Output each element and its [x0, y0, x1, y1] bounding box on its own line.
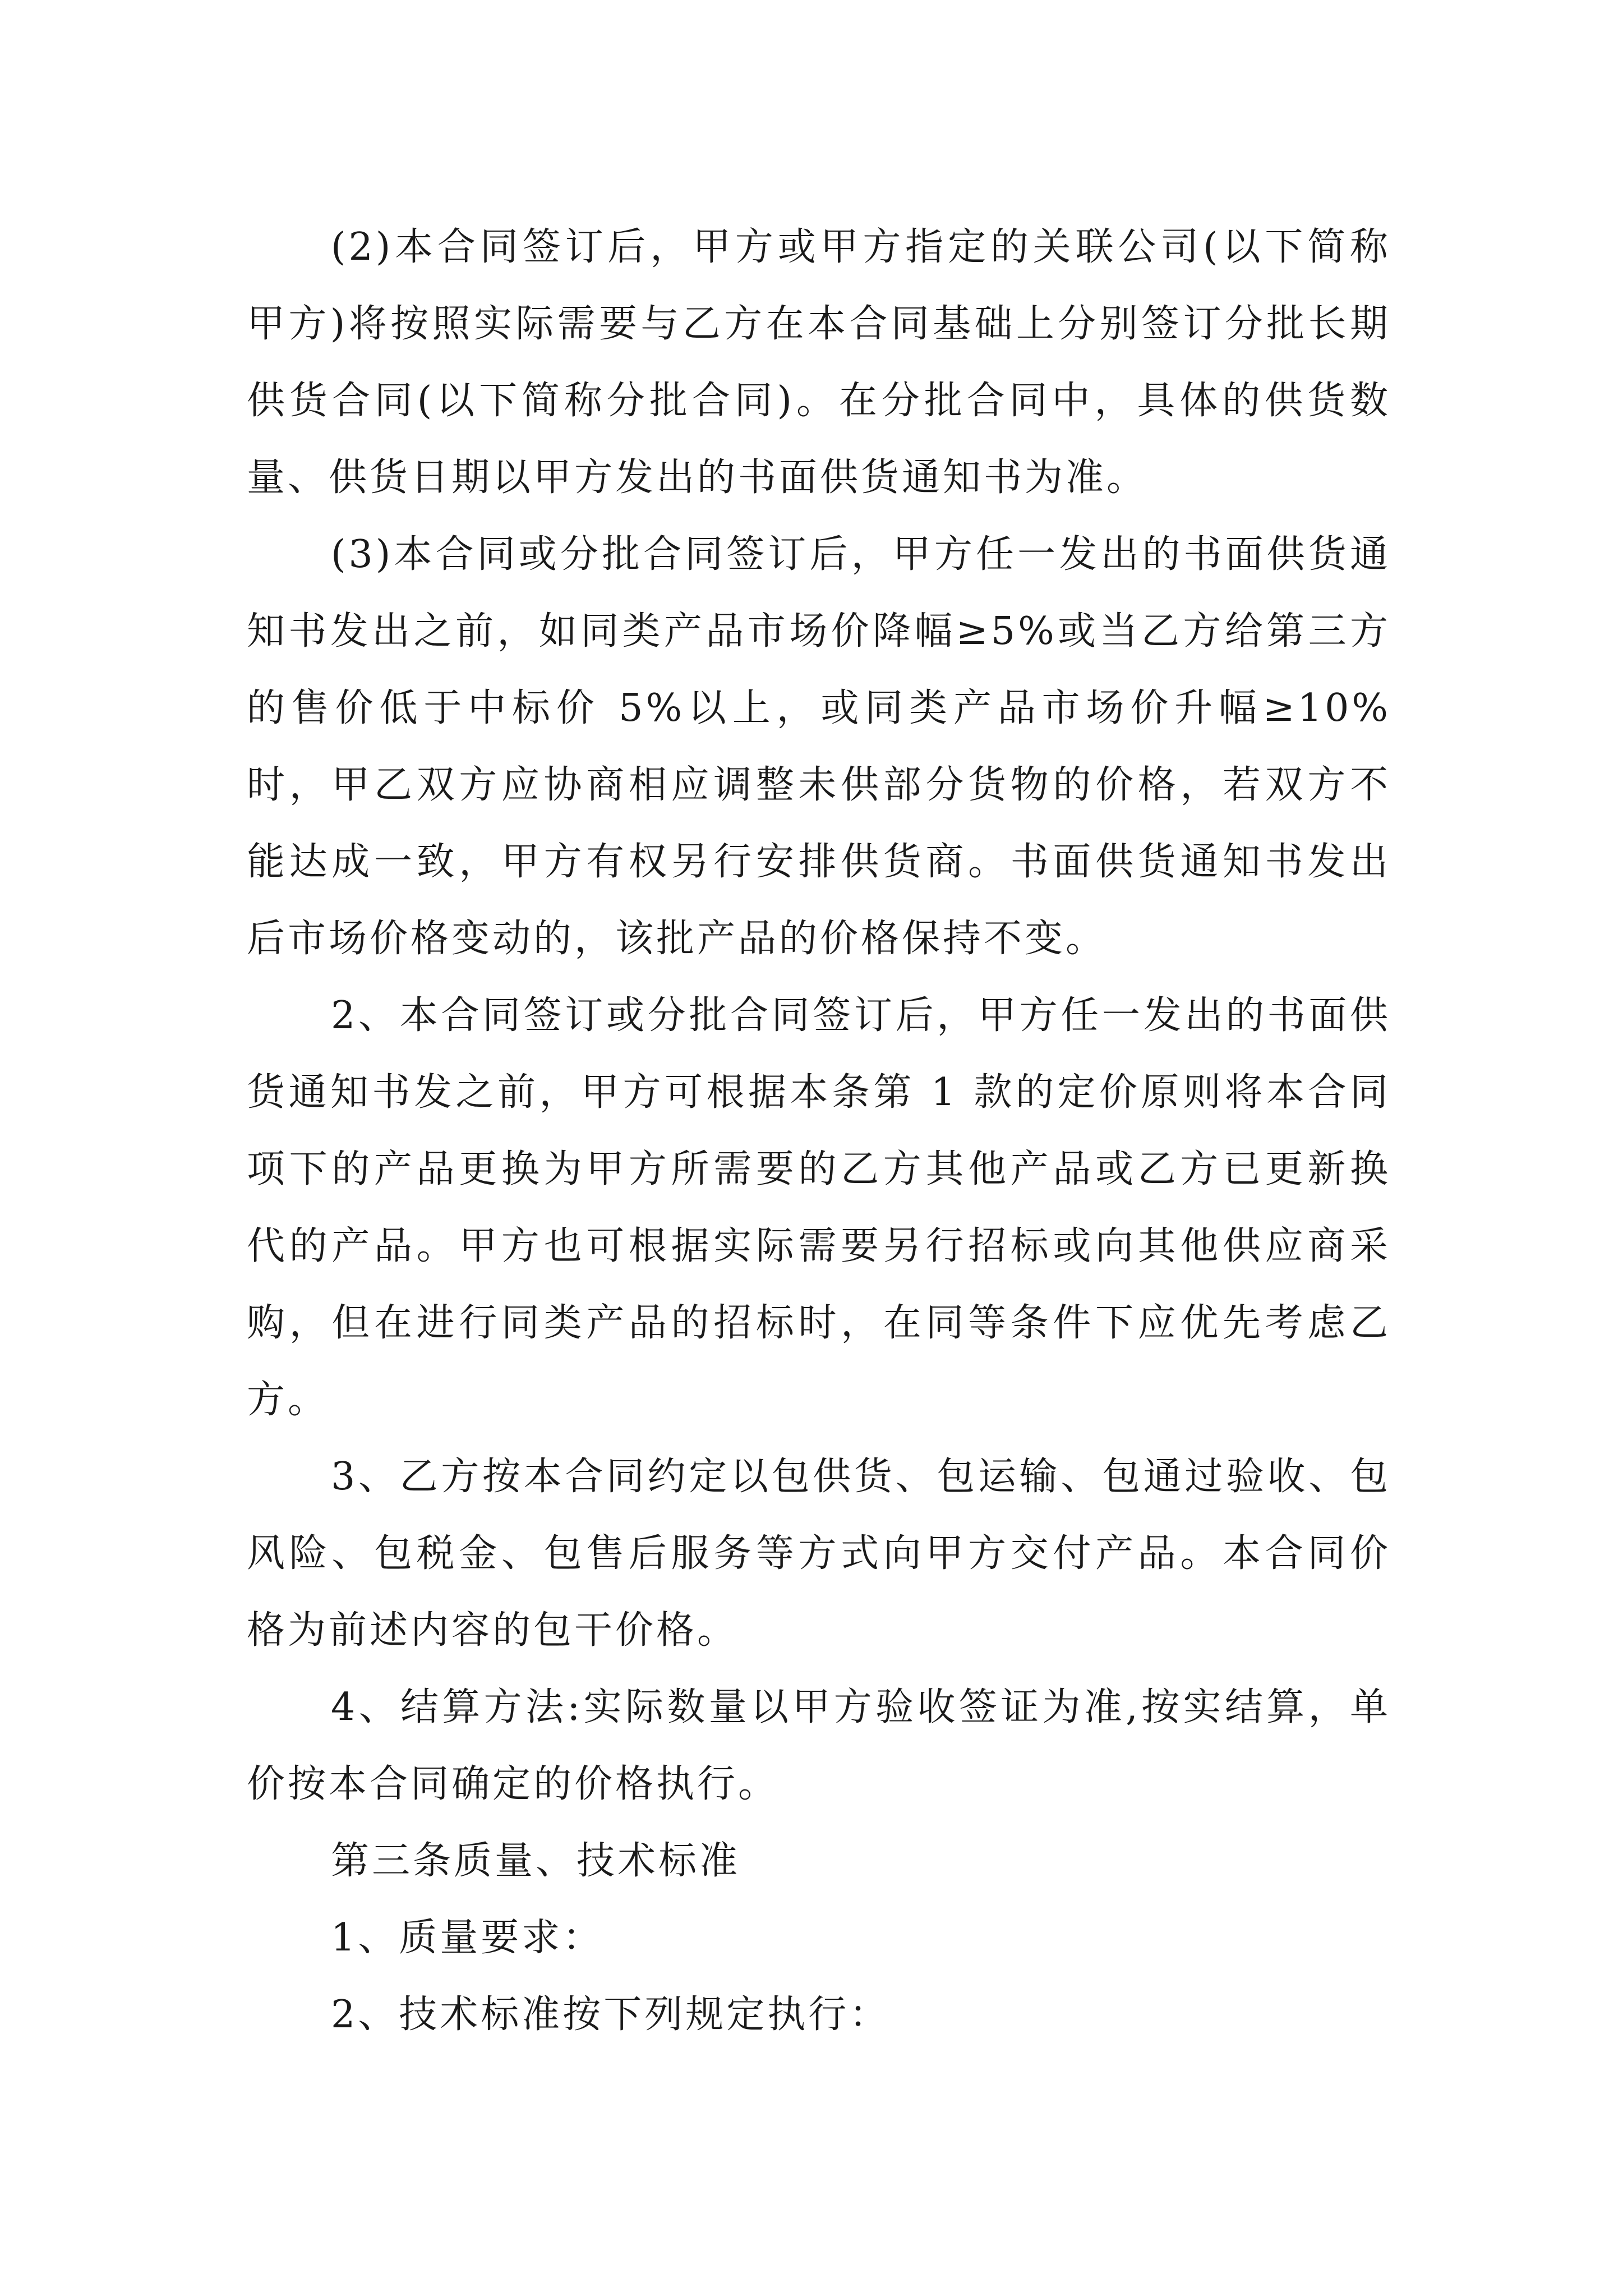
paragraph-item-4: 4、结算方法:实际数量以甲方验收签证为准,按实结算，单价按本合同确定的价格执行。	[247, 1685, 1391, 1806]
section-heading-article-3: 第三条质量、技术标准	[331, 1839, 741, 1883]
paragraph-item-2: 2、本合同签订或分批合同签订后，甲方任一发出的书面供货通知书发之前，甲方可根据本条第 1 款的定价原则将本合同项下的产品更换为甲方所需要的乙方其他产品或乙方已更新换代的产品。甲方也可根据实际需要另行招标或向其他供应商采购，但在进行同类产品的招标时，在同等条件下应优先考虑乙方。	[247, 993, 1391, 1422]
paragraph-technical-standards: 2、技术标准按下列规定执行：	[331, 1993, 891, 2037]
paragraph-clause-2: (2)本合同签订后，甲方或甲方指定的关联公司(以下简称甲方)将按照实际需要与乙方在本合同基础上分别签订分批长期供货合同(以下简称分批合同)。在分批合同中，具体的供货数量、供货日期以甲方发出的书面供货通知书为准。	[247, 225, 1391, 500]
paragraph-item-3: 3、乙方按本合同约定以包供货、包运输、包通过验收、包风险、包税金、包售后服务等方式向甲方交付产品。本合同价格为前述内容的包干价格。	[247, 1455, 1391, 1653]
paragraph-quality-requirements: 1、质量要求：	[331, 1916, 604, 1960]
document-body	[247, 209, 1391, 2053]
paragraph-clause-3: (3)本合同或分批合同签订后，甲方任一发出的书面供货通知书发出之前，如同类产品市场价降幅≥5%或当乙方给第三方的售价低于中标价 5%以上，或同类产品市场价升幅≥10%时，甲乙双方应协商相应调整未供部分货物的价格，若双方不能达成一致，甲方有权另行安排供货商。书面供货通知书发出后市场价格变动的，该批产品的价格保持不变。	[247, 532, 1391, 961]
